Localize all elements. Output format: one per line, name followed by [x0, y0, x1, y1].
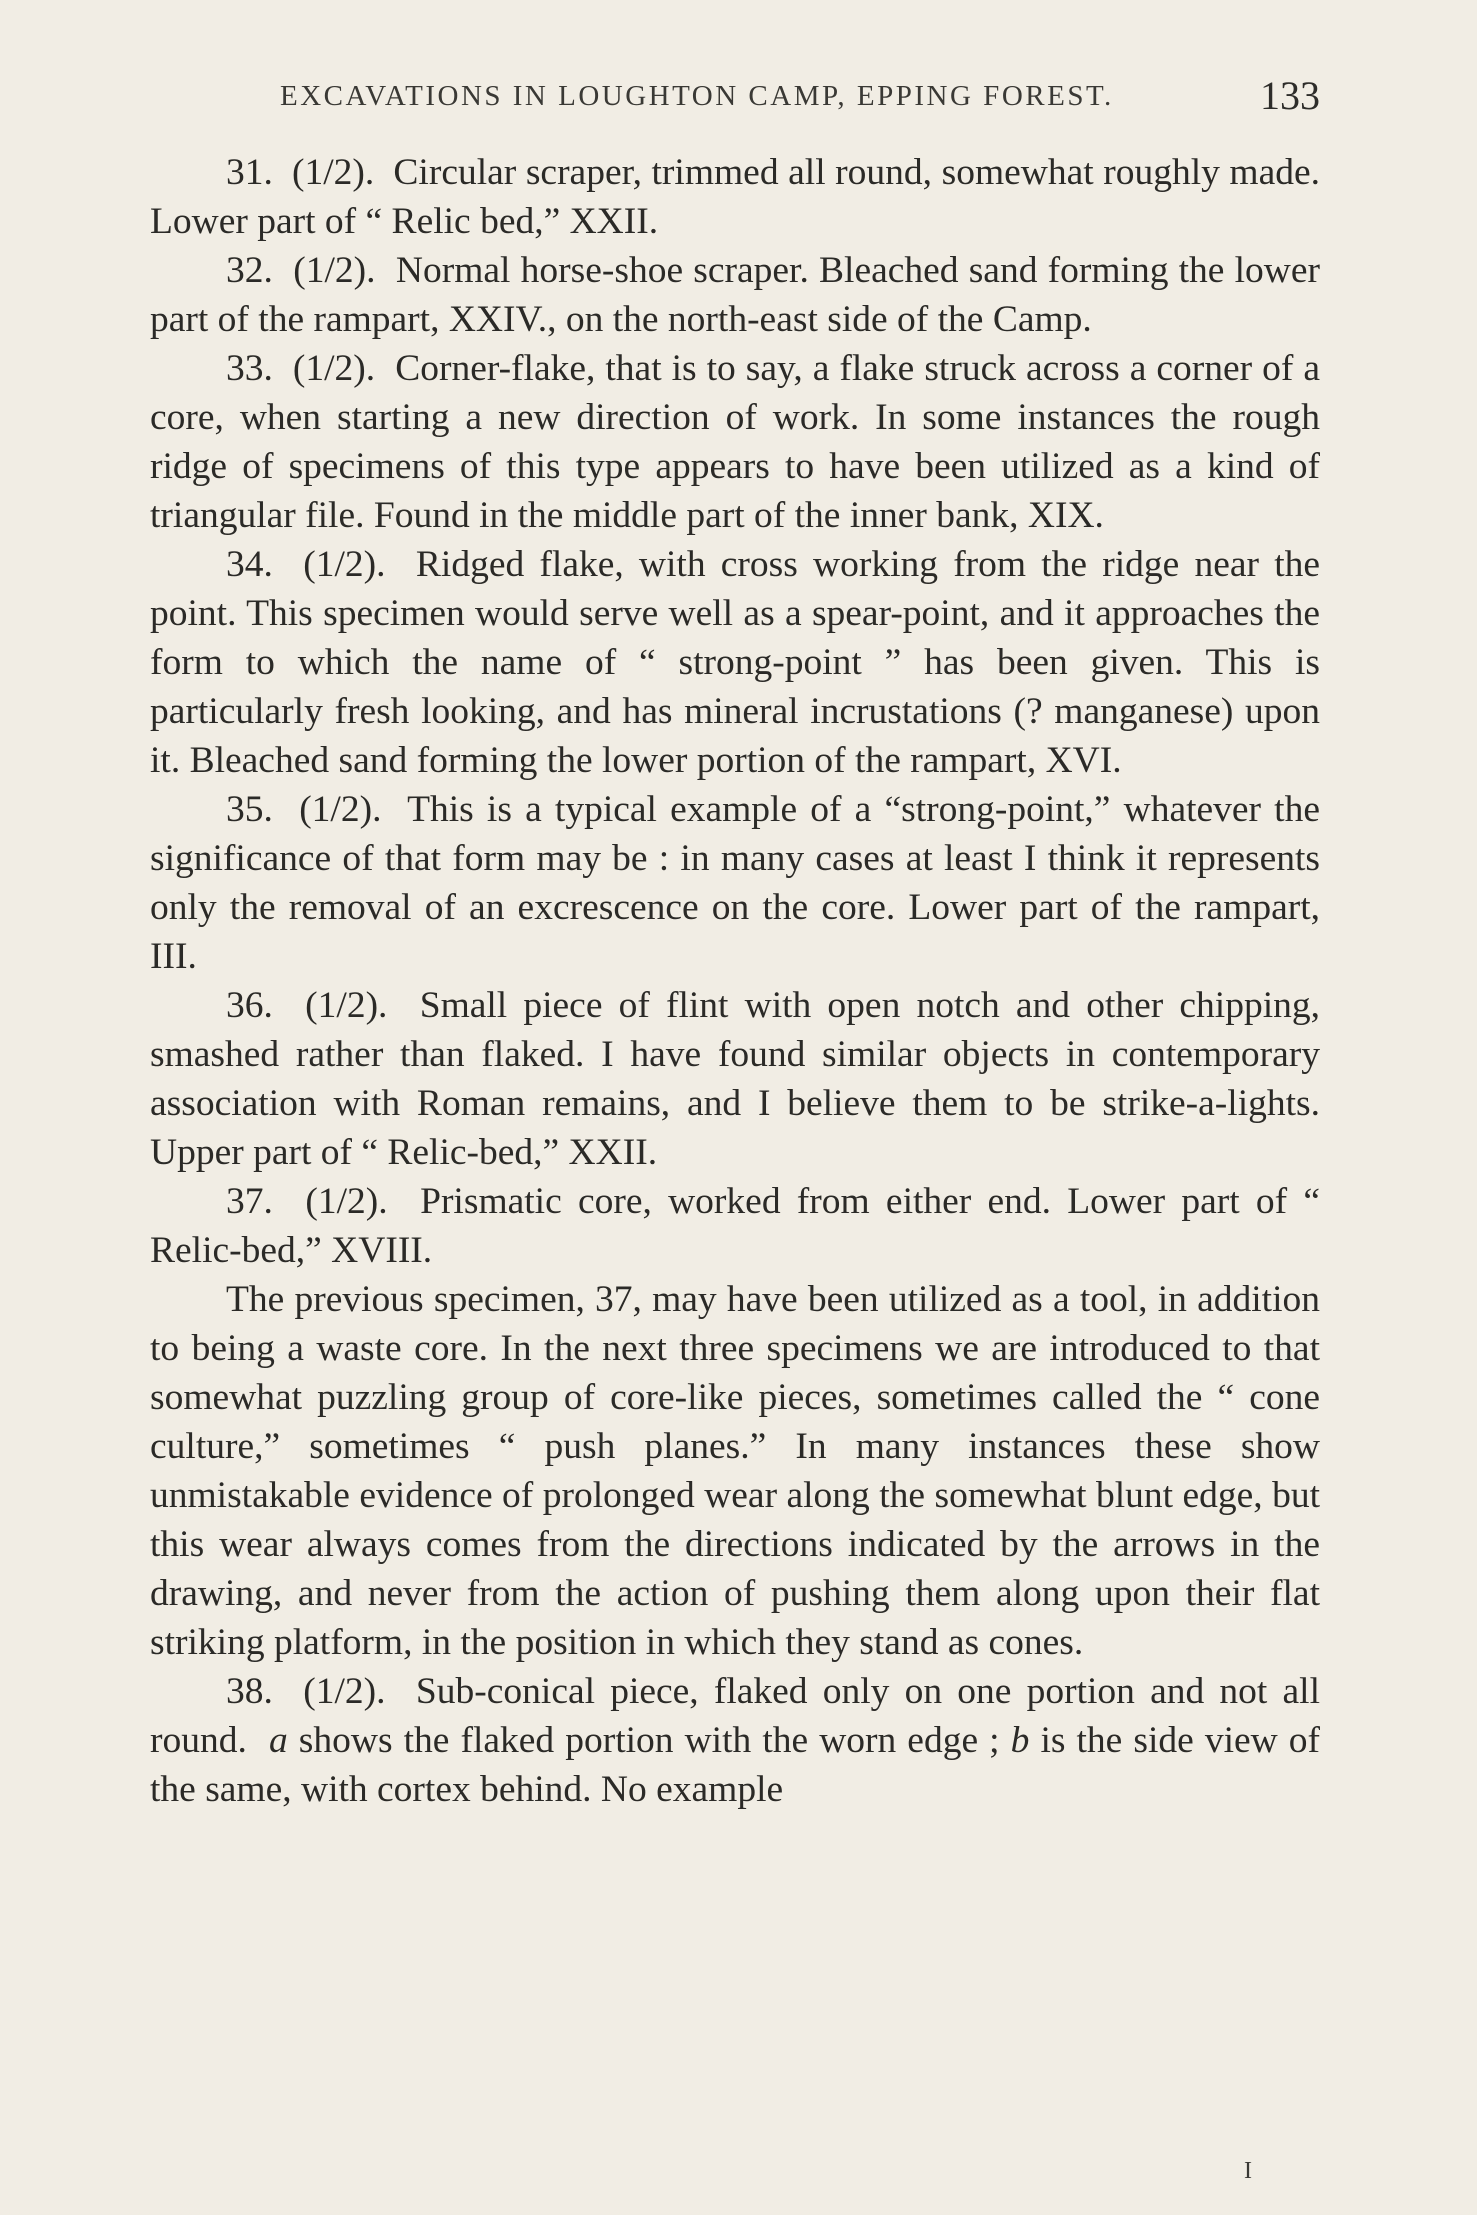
entry-text: This is a typical example of a “strong-point,” whatever the significance of that form may be : in many cases at least I think it represents only the removal of an excrescence on the core. Lower part of the rampart, III.	[150, 789, 1320, 977]
entry-34	[150, 540, 1320, 785]
entry-text: Corner-flake, that is to say, a flake struck across a corner of a core, when starting a new direction of work. In some instances the rough ridge of specimens of this type appears to have been utilized as a kind of triangular file. Found in the middle part of the inner bank, XIX.	[150, 348, 1321, 536]
paragraph-text: The previous specimen, 37, may have been utilized as a tool, in addition to being a waste core. In the next three specimens we are introduced to that somewhat puzzling group of core-like pieces, sometimes called the “ cone culture,” sometimes “ push planes.” In many instances these show unmistakable evidence of prolonged wear along the somewhat blunt edge, but this wear always comes from the directions indicated by the arrows in the drawing, and never from the action of pushing them along upon their flat striking platform, in the position in which they stand as cones.	[150, 1279, 1320, 1663]
scale-fraction: (1/2).	[303, 544, 386, 585]
running-head	[150, 72, 1320, 122]
entry-31	[150, 148, 1320, 246]
entry-number: 35.	[226, 789, 273, 830]
scale-fraction: (1/2).	[303, 1671, 386, 1712]
entry-32	[150, 246, 1320, 344]
entry-number: 31.	[226, 152, 273, 193]
entry-35	[150, 785, 1320, 981]
entry-38	[150, 1667, 1320, 1814]
entry-text: Normal horse-shoe scraper. Bleached sand forming the lower part of the rampart, XXIV., on the north-east side of the Camp.	[150, 250, 1321, 340]
entry-number: 33.	[226, 348, 273, 389]
scale-fraction: (1/2).	[305, 1181, 388, 1222]
entry-number: 37.	[226, 1181, 273, 1222]
running-title: EXCAVATIONS IN LOUGHTON CAMP, EPPING FOREST.	[280, 80, 1114, 112]
entry-text: Ridged flake, with cross working from the ridge near the point. This specimen would serve well as a spear-point, and it approaches the form to which the name of “ strong-point ” has been given. This is particularly fresh looking, and has mineral incrustations (? manganese) upon it. Bleached sand forming the lower portion of the rampart, XVI.	[150, 544, 1321, 781]
entry-text: Circular scraper, trimmed all round, somewhat roughly made. Lower part of “ Relic bed,” XXII.	[150, 152, 1321, 242]
scale-fraction: (1/2).	[299, 789, 382, 830]
entry-text-before: Sub-conical piece, flaked only on one portion and not all round.	[150, 1671, 1321, 1761]
entry-text-mid: shows the flaked portion with the worn edge ;	[298, 1720, 1000, 1761]
body-text	[150, 148, 1320, 1814]
figure-label-b: b	[1010, 1720, 1030, 1761]
discussion-paragraph	[150, 1275, 1320, 1667]
scale-fraction: (1/2).	[305, 985, 388, 1026]
signature-mark: I	[1244, 2158, 1252, 2184]
entry-33	[150, 344, 1320, 540]
entry-36	[150, 981, 1320, 1177]
scale-fraction: (1/2).	[293, 250, 376, 291]
entry-text: Small piece of flint with open notch and other chipping, smashed rather than flaked. I have found similar objects in contemporary association with Roman remains, and I believe them to be strike-a-lights. Upper part of “ Relic-bed,” XXII.	[150, 985, 1320, 1173]
page-number: 133	[1260, 73, 1320, 118]
entry-text-after: is the side view of the same, with cortex behind. No example	[150, 1720, 1321, 1810]
figure-label-a: a	[268, 1720, 288, 1761]
entry-number: 32.	[226, 250, 273, 291]
scale-fraction: (1/2).	[292, 348, 376, 389]
entry-number: 38.	[226, 1671, 273, 1712]
entry-text: Prismatic core, worked from either end. Lower part of “ Relic-bed,” XVIII.	[150, 1181, 1321, 1271]
scale-fraction: (1/2).	[292, 152, 375, 193]
entry-37	[150, 1177, 1320, 1275]
entry-number: 34.	[226, 544, 273, 585]
entry-number: 36.	[226, 985, 273, 1026]
